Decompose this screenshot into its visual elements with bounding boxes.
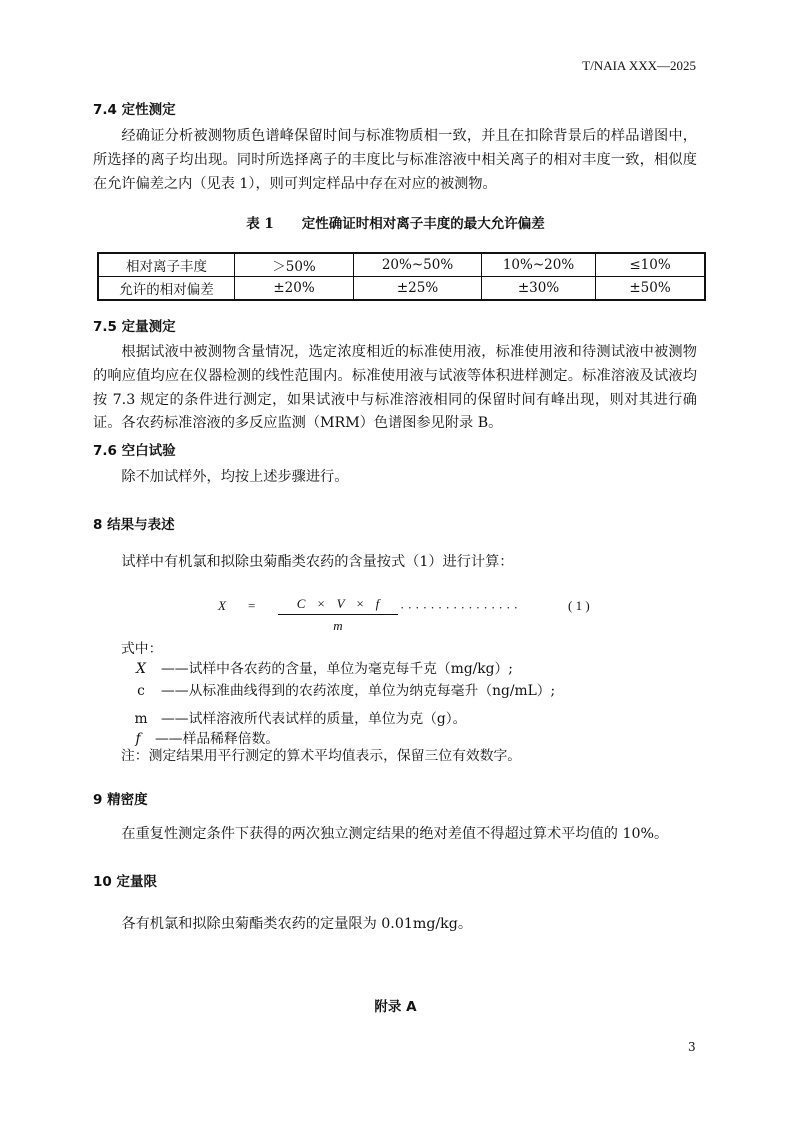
section-heading-10: 10 定量限: [93, 874, 157, 890]
table-cell: ±30%: [482, 277, 596, 301]
table-cell: ±25%: [354, 277, 482, 301]
variable-symbol: f: [135, 731, 141, 747]
table-row: [98, 253, 705, 277]
appendix-heading: 附录 A: [374, 999, 417, 1015]
paragraph-7-5: 根据试液中被测物含量情况，选定浓度相近的标准使用液，标准使用液和待测试液中被测物的响应值均应在仪器检测的线性范围内。标准使用液与试液等体积进样测定。标准溶液及试液均按 7.3 规定的条件进行测定，如果试液中与标准溶液相同的保留时间有峰出现，则对其进行确证。各农药标准溶液的多反应监测（MRM）色谱图参见附录 B。: [93, 344, 697, 432]
table-cell: ±50%: [596, 277, 706, 301]
table-cell: ±20%: [235, 277, 354, 301]
paragraph-9: 在重复性测定条件下获得的两次独立测定结果的绝对差值不得超过算术平均值的 10%。: [121, 826, 669, 842]
ion-abundance-table: [97, 252, 706, 301]
table-cell: ≤10%: [596, 253, 706, 277]
section-heading-7-6: 7.6 空白试验: [93, 443, 176, 459]
formula-leader-dots: · · · · · · · · · · · · · · · ·: [400, 600, 519, 615]
variable-symbol: m: [134, 711, 148, 727]
table-caption: [0, 212, 791, 232]
table-title: 定性确证时相对离子丰度的最大允许偏差: [301, 216, 545, 232]
page-number: 3: [688, 1040, 696, 1054]
paragraph-10: 各有机氯和拟除虫菊酯类农药的定量限为 0.01mg/kg。: [121, 916, 473, 932]
table-cell: 允许的相对偏差: [98, 277, 235, 301]
section-heading-8: 8 结果与表述: [93, 517, 175, 533]
section-heading-9: 9 精密度: [93, 792, 148, 808]
variable-description: ——从标准曲线得到的农药浓度，单位为纳克每毫升（ng/mL）;: [161, 683, 556, 699]
variable-description: ——试样溶液所代表试样的质量，单位为克（g）。: [161, 711, 467, 727]
variable-definition: [121, 679, 555, 699]
variable-description: ——样品稀释倍数。: [155, 731, 280, 747]
table-cell: 10%~20%: [482, 253, 596, 277]
formula-fraction: [278, 596, 398, 634]
table-label: 表 1: [246, 216, 274, 232]
variable-definition: [121, 657, 513, 677]
note: 注：测定结果用平行测定的算术平均值表示，保留三位有效数字。: [121, 748, 522, 764]
paragraph-7-6: 除不加试样外，均按上述步骤进行。: [121, 469, 349, 485]
table-cell: 相对离子丰度: [98, 253, 235, 277]
formula-denominator: m: [333, 618, 343, 633]
document-code: T/NAIA XXX—2025: [582, 58, 696, 73]
paragraph-8: 试样中有机氯和拟除虫菊酯类农药的含量按式（1）进行计算：: [121, 554, 514, 570]
formula-lhs: X: [218, 598, 226, 613]
formula-number: ( 1 ): [568, 598, 590, 613]
table-cell: ＞50%: [235, 253, 354, 277]
paragraph-7-4: 经确证分析被测物质色谱峰保留时间与标准物质相一致，并且在扣除背景后的样品谱图中，所选择的离子均出现。同时所选择离子的丰度比与标准溶液中相关离子的相对丰度一致，相似度在允许偏差之内（见表 1），则可判定样品中存在对应的被测物。: [93, 128, 697, 192]
variable-symbol: X: [136, 661, 146, 677]
variable-definition: [121, 707, 466, 727]
formula-equals: =: [248, 598, 256, 613]
table-row: [98, 277, 705, 301]
table-cell: 20%~50%: [354, 253, 482, 277]
formula-numerator: C × V × f: [278, 596, 398, 615]
where-label: 式中：: [121, 641, 163, 657]
section-heading-7-4: 7.4 定性测定: [93, 102, 176, 118]
variable-symbol: c: [137, 683, 145, 699]
section-heading-7-5: 7.5 定量测定: [93, 319, 176, 335]
variable-description: ——试样中各农药的含量，单位为毫克每千克（mg/kg）;: [161, 661, 513, 677]
